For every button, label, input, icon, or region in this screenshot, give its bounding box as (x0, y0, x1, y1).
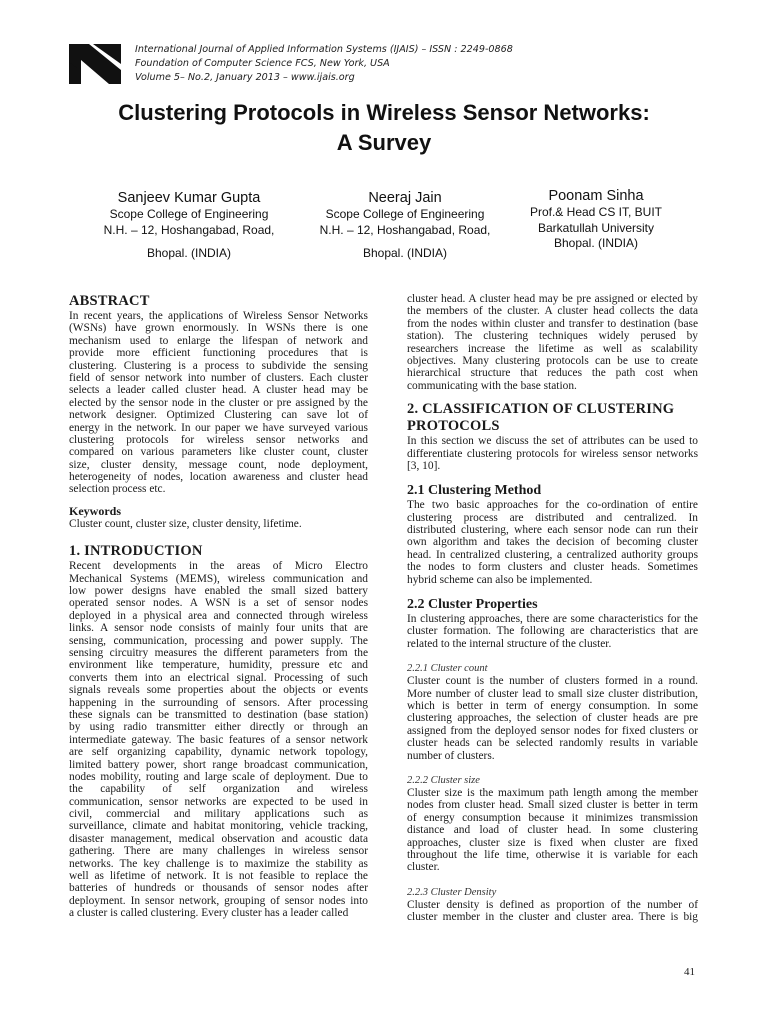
text-line: Cluster count is the number of clusters formed in a round. (407, 675, 698, 688)
text-line: clustering. Clustering is a process to subdivide the sensing (69, 359, 368, 372)
author-block (290, 189, 520, 262)
text-line: converts them into an electrical signal. Processing of such (69, 671, 368, 684)
text-line: mechanism used to enlarge the lifespan of network and (69, 334, 368, 347)
text-line: The two basic approaches for the co-ordination of entire (407, 499, 698, 512)
cluster-density-heading: 2.2.3 Cluster Density (407, 886, 497, 898)
text-line: communication, sensor networks are expected to be used in (69, 795, 368, 808)
text-line: selection process etc. (69, 483, 166, 496)
text-line: cluster formation. The following are characteristics that are (407, 625, 698, 638)
clustering-method-text (407, 499, 698, 586)
text-line: related to the internal structure of the cluster. (407, 637, 612, 650)
text-line: Cluster size is the maximum path length among the member (407, 786, 698, 799)
author-affiliation: Scope College of Engineering (325, 207, 485, 221)
author-affiliation: Bhopal. (INDIA) (553, 236, 639, 250)
text-line: environment like temperature, humidity, pressure etc and (69, 659, 368, 672)
text-line: sensing circuitry measures the different parameters from the (69, 646, 368, 659)
text-line: intermediate gateway. The basic features of a sensor network (69, 733, 368, 746)
text-line: In this section we discuss the set of attributes can be used to (407, 435, 698, 448)
text-line: nodes from cluster head. Small sized cluster is better in term (407, 799, 698, 812)
text-line: station). The clustering techniques widely perused by (407, 330, 698, 343)
introduction-text-continued (407, 293, 698, 392)
text-line: number of clusters. (407, 749, 495, 762)
text-line: (WSNs) have grown enormously. In WSNs there is one (69, 322, 368, 335)
left-column (69, 293, 368, 920)
title-line: A Survey (336, 130, 432, 155)
text-line: of energy consumption because it minimizes transmission (407, 811, 698, 824)
introduction-heading: 1. INTRODUCTION (69, 543, 203, 560)
heading-line: 2. CLASSIFICATION OF CLUSTERING (407, 401, 675, 418)
text-line: throughout the life time, otherwise it is variable for each (407, 848, 698, 861)
text-line: cluster. (407, 861, 440, 874)
text-line: from the nodes within cluster and transfer to destination (base (407, 317, 698, 330)
text-line: a cluster is called clustering. Every cluster has a leader called (69, 907, 349, 920)
text-line: compared on various parameters like cluster count, cluster (69, 446, 368, 459)
text-line: which is better in term of energy consumption. In some (407, 699, 698, 712)
author-name: Sanjeev Kumar Gupta (117, 190, 261, 206)
text-line: [3, 10]. (407, 459, 441, 472)
text-line: batteries of hundreds or thousands of sensor nodes after (69, 882, 368, 895)
text-line: distributed clustering, where each sensor node can run their (407, 524, 698, 537)
author-affiliation: Barkatullah University (537, 220, 655, 235)
text-line: networks. The key challenge is to maximize the stability as (69, 857, 368, 870)
title-line: Clustering Protocols in Wireless Sensor Networks: (118, 100, 650, 125)
author-block (74, 189, 304, 262)
cluster-properties-text (407, 613, 698, 650)
text-line: selects a leader called cluster head. A cluster head may be (69, 384, 368, 397)
text-line: distance and load of cluster head. In some clustering (407, 824, 698, 837)
text-line: operated sensor nodes. A WSN is a set of sensor nodes (69, 597, 368, 610)
ijais-logo-icon (69, 44, 121, 84)
author-affiliation: Prof.& Head CS IT, BUIT (529, 205, 663, 219)
author-name: Poonam Sinha (548, 188, 644, 204)
author-affiliation: Bhopal. (INDIA) (146, 246, 232, 260)
text-line: gathering. There are many challenges in wireless sensor (69, 845, 368, 858)
text-line: links. A sensor node consists of mainly four units that are (69, 622, 368, 635)
text-line: Mechanical Systems (MEMS), wireless communication and (69, 572, 368, 585)
text-line: elected by the sensor node in the cluster or pre assigned by the (69, 396, 368, 409)
text-line: Recent developments in the areas of Micro Electro (69, 560, 368, 573)
text-line: assigned from the deployed sensor nodes for fixed clusters or (407, 724, 698, 737)
text-line: civil, commercial and military applications such as (69, 808, 368, 821)
text-line: In recent years, the applications of Wireless Sensor Networks (69, 310, 368, 322)
classification-heading (407, 401, 698, 435)
text-line: Cluster count, cluster size, cluster density, lifetime. (69, 517, 302, 530)
text-line: signals reveals some properties about the objects or events (69, 684, 368, 697)
publisher: Foundation of Computer Science FCS, New York, USA (135, 58, 390, 69)
text-line: field of sensor network into number of clusters. Each cluster (69, 371, 368, 384)
journal-name: International Journal of Applied Information Systems (IJAIS) – ISSN : 2249-0868 (135, 44, 513, 55)
text-line: head. In centralized clustering, a centralized authority groups (407, 548, 698, 561)
author-affiliation: Bhopal. (INDIA) (362, 246, 448, 260)
abstract-text (69, 310, 368, 496)
text-line: the capability of self organization and wireless (69, 783, 368, 796)
cluster-size-heading: 2.2.2 Cluster size (407, 774, 480, 786)
cluster-density-text (407, 899, 698, 924)
text-line: In clustering approaches, there are some characteristics for the (407, 613, 698, 626)
text-line: well as lifetime of network. It is not feasible to replace the (69, 870, 368, 883)
text-line: Cluster density is defined as proportion of the number of (407, 898, 698, 911)
paper-title (0, 98, 768, 158)
text-line: researchers increase the lifetime as well as scalability (407, 342, 698, 355)
text-line: clustering process are distributed and centralized. In (407, 511, 698, 524)
text-line: deployed in a physical area and connected through wireless (69, 609, 368, 622)
text-line: cluster head. A cluster head may be pre assigned or elected by (407, 293, 698, 305)
author-block (496, 187, 696, 252)
abstract-heading: ABSTRACT (69, 293, 150, 309)
cluster-count-heading: 2.2.1 Cluster count (407, 663, 488, 675)
text-line: disaster management, medical observation and acoustic data (69, 832, 368, 845)
text-line: More number of cluster lead to small size cluster distribution, (407, 687, 698, 700)
text-line: low power designs have enabled the small sized battery (69, 585, 368, 598)
author-affiliation: N.H. – 12, Hoshangabad, Road, (103, 222, 275, 237)
text-line: sensing, communication, processing and power supply. The (69, 634, 368, 647)
page-number: 41 (684, 966, 695, 978)
classification-text (407, 435, 698, 472)
text-line: network designer. Optimized Clustering can save lot of (69, 409, 368, 422)
text-line: communicating with the base station. (407, 379, 577, 392)
text-line: hybrid scheme can also be implemented. (407, 573, 593, 586)
text-line: clustering approaches, the selection of cluster heads are pre (407, 712, 698, 725)
keywords-heading: Keywords (69, 503, 121, 518)
author-name: Neeraj Jain (368, 190, 442, 206)
text-line: cluster member in the cluster and cluster area. There is big (407, 911, 698, 924)
text-line: size, cluster density, message count, node deployment, (69, 458, 368, 471)
text-line: by using radio transmitter either directly or through an (69, 721, 368, 734)
heading-line: PROTOCOLS (407, 418, 500, 435)
text-line: these signals can be transmitted to destination (base station) (69, 708, 368, 721)
introduction-text (69, 560, 368, 919)
text-line: provide more efficient functioning procedures that is (69, 347, 368, 360)
text-line: approaches, cluster size is fixed when cluster are fixed (407, 836, 698, 849)
text-line: nodes mobility, routing and large scale of deployment. Due to (69, 770, 368, 783)
text-line: limited battery power, short range broadcast communication, (69, 758, 368, 771)
text-line: deployment. In sensor network, grouping of sensor nodes into (69, 894, 368, 907)
text-line: objectives. Many clustering protocols can be use to create (407, 354, 698, 367)
author-affiliation: Scope College of Engineering (109, 207, 269, 221)
text-line: the members of the cluster. A cluster head collects the data (407, 305, 698, 318)
cluster-properties-heading: 2.2 Cluster Properties (407, 597, 538, 613)
right-column (407, 293, 698, 923)
journal-header (135, 43, 513, 85)
text-line: hierarchical structure that reduces the path cost when (407, 367, 698, 380)
volume-info: Volume 5– No.2, January 2013 – www.ijais.org (135, 72, 355, 83)
text-line: clustering protocols for wireless sensor networks and (69, 433, 368, 446)
text-line: happening in the surrounding of sensors. After processing (69, 696, 368, 709)
text-line: are self organizing capability, dynamic network topology, (69, 746, 368, 759)
cluster-count-text (407, 675, 698, 762)
keywords-text (69, 518, 368, 530)
cluster-size-text (407, 787, 698, 874)
text-line: surveillance, climate and habitat monitoring, vehicle tracking, (69, 820, 368, 833)
clustering-method-heading: 2.1 Clustering Method (407, 483, 542, 499)
text-line: own algorithm and takes the decision of becoming cluster (407, 536, 698, 549)
text-line: differentiate clustering protocols for wireless sensor networks (407, 447, 698, 460)
author-affiliation: N.H. – 12, Hoshangabad, Road, (319, 222, 491, 237)
text-line: the nodes to form clusters and cluster heads. Sometimes (407, 561, 698, 574)
text-line: energy in the network. In our paper we have surveyed various (69, 421, 368, 434)
text-line: cluster heads can be selected randomly results in variable (407, 737, 698, 750)
text-line: heterogeneity of nodes, location awareness and cluster head (69, 471, 368, 484)
